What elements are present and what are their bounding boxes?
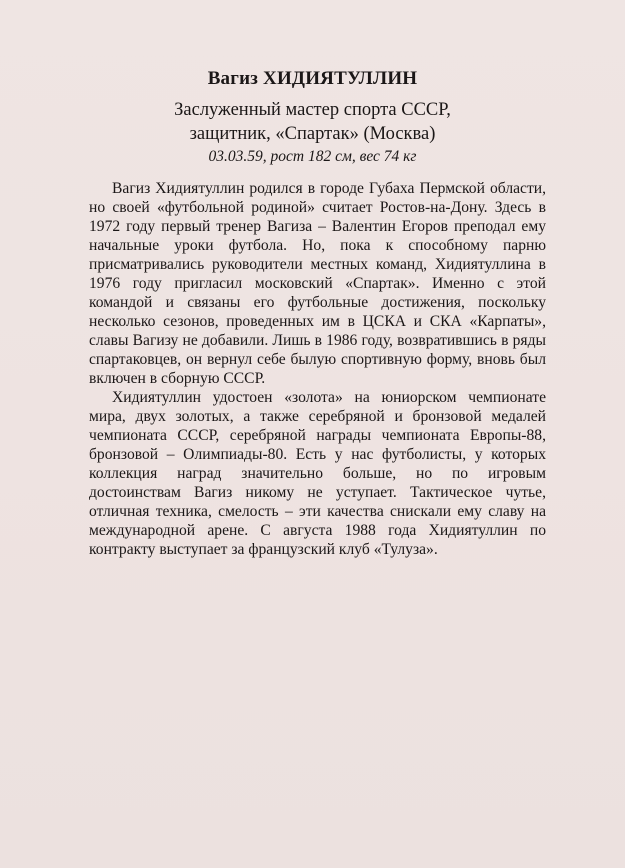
biography-text: [89, 179, 546, 559]
bio-paragraph-2: Хидиятуллин удостоен «золота» на юниорском чемпионате мира, двух золотых, а также серебряной и бронзовой медалей чемпионата СССР, серебряной награды чемпионата Европы-88, бронзовой – Олимпиады-80. Есть у нас футболисты, у которых коллекция наград значительно больше, но по игровым достоинствам Вагиз никому не уступает. Тактическое чутье, отличная техника, смелость – эти качества снискали ему славу на международной арене. С августа 1988 года Хидиятуллин по контракту выступает за французский клуб «Тулуза».: [89, 389, 546, 558]
player-first-name: Вагиз: [207, 68, 259, 89]
player-title-line-2: защитник, «Спартак» (Москва): [189, 124, 436, 144]
player-vitals: 03.03.59, рост 182 см, вес 74 кг: [208, 148, 417, 165]
player-title-line-1: Заслуженный мастер спорта СССР,: [174, 100, 451, 120]
bio-paragraph-1: Вагиз Хидиятуллин родился в городе Губаха Пермской области, но своей «футбольной родиной» считает Ростов-на-Дону. Здесь в 1972 году первый тренер Вагиза – Валентин Егоров преподал ему начальные уроки футбола. Но, пока к способному парню присматривались руководители местных команд, Хидиятуллина в 1976 году пригласил московский «Спартак». Именно с этой командой и связаны его футбольные достижения, поскольку несколько сезонов, проведенных им в ЦСКА и СКА «Карпаты», славы Вагизу не добавили. Лишь в 1986 году, возвратившись в ряды спартаковцев, он вернул себе былую спортивную форму, вновь был включен в сборную СССР.: [89, 180, 546, 387]
player-name: [0, 66, 625, 92]
card-header: [0, 66, 625, 167]
player-last-name: ХИДИЯТУЛЛИН: [263, 68, 418, 89]
